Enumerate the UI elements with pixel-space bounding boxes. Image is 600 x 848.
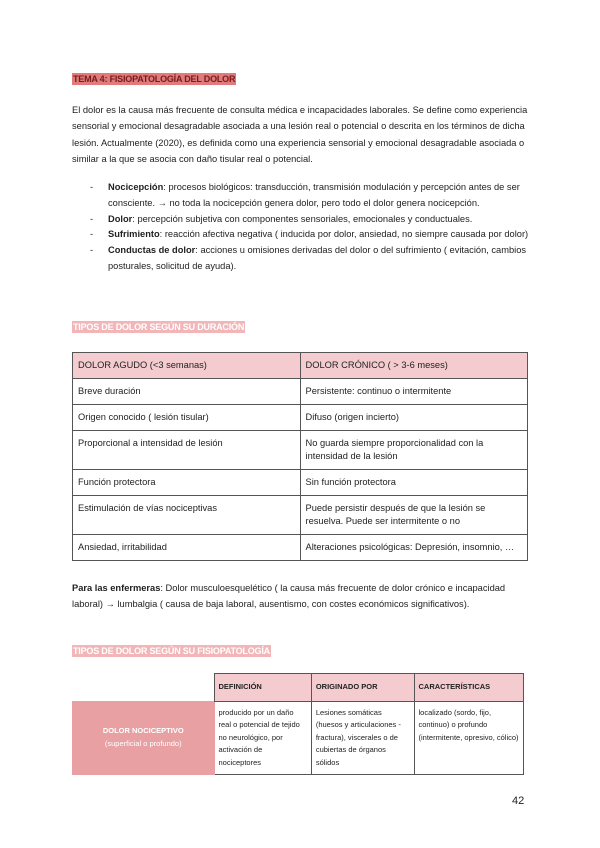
table-row [73,496,528,535]
text: : Dolor musculoesquelético ( la causa más frecuente de dolor crónico e incapacidad laboral) → lumbalgia ( causa de baja laboral, ausentismo, con costes económicos significativos). [72,583,506,610]
cell: Estimulación de vías nociceptivas [73,496,301,535]
table-header-row [73,353,528,379]
cell: Sin función protectora [300,470,528,496]
term: Nocicepción [108,182,164,192]
definition: : procesos biológicos: transducción, transmisión modulación y percepción antes de ser consciente. → no toda la nocicepción genera dolor, pero todo el dolor genera nocicepción. [108,182,520,208]
table-row [73,431,528,470]
empty-cell [73,674,215,702]
section-heading-duration: TIPOS DE DOLOR SEGÚN SU DURACIÓN [73,322,245,332]
row-subtitle: (superficial o profundo) [104,738,182,748]
cell: No guarda siempre proporcionalidad con la intensidad de la lesión [300,431,528,470]
table-row [73,535,528,561]
cell: Origen conocido ( lesión tisular) [73,405,301,431]
physiopathology-table [72,673,524,775]
row-header [73,701,215,775]
nurses-paragraph [72,580,532,613]
term: Sufrimiento [108,229,160,240]
intro-paragraph: El dolor es la causa más frecuente de consulta médica e incapacidades laborales. Se define como experiencia sensorial y emocional desagradable asociada a una lesión real o potencial o descrita en los términos de dicha lesión. Actualmente (2020), es definida como una experiencia sensorial y emocional desagradable asociada o similar a la que se asocia con daño tisular real o potencial. [72,105,528,164]
cell: producido por un daño real o potencial de tejido no neurológico, por activación de nociceptores [214,701,311,775]
section-heading-physiopathology: TIPOS DE DOLOR SEGÚN SU FISIOPATOLOGÍA [73,646,270,656]
cell: Alteraciones psicológicas: Depresión, insomnio, … [300,535,528,561]
cell: Breve duración [73,379,301,405]
row-title: DOLOR NOCICEPTIVO [102,726,184,736]
header-cell: DEFINICIÓN [214,674,311,702]
cell: Lesiones somáticas (huesos y articulaciones - fractura), viscerales o de cubiertas de órganos sólidos [311,701,414,775]
term: Conductas de dolor [108,245,196,256]
cell: Persistente: continuo o intermitente [300,379,528,405]
list-item: - Sufrimiento: reacción afectiva negativa ( inducida por dolor, ansiedad, no siempre causada por dolor) [90,229,529,240]
table-row [73,470,528,496]
cell: Difuso (origen incierto) [300,405,528,431]
definition: : reacción afectiva negativa ( inducida por dolor, ansiedad, no siempre causada por dolor) [159,229,529,240]
page-number: 42 [512,795,525,807]
definition: : percepción subjetiva con componentes sensoriales, emocionales y conductuales. [132,213,473,224]
definition: : acciones u omisiones derivadas del dolor o del sufrimiento ( evitación, cambios posturales, solicitud de ayuda). [108,245,527,271]
definitions-list [72,180,532,275]
page-title: TEMA 4: FISIOPATOLOGÍA DEL DOLOR [73,74,236,84]
duration-table [72,352,528,561]
cell: Ansiedad, irritabilidad [73,535,301,561]
header-cell: DOLOR AGUDO (<3 semanas) [73,353,301,379]
table-row [73,405,528,431]
cell: Función protectora [73,470,301,496]
list-item: - Dolor: percepción subjetiva con componentes sensoriales, emocionales y conductuales. [90,213,473,224]
table-row [73,379,528,405]
cell: localizado (sordo, fijo, continuo) o profundo (intermitente, opresivo, cólico) [414,701,523,775]
cell: Puede persistir después de que la lesión se resuelva. Puede ser intermitente o no [300,496,528,535]
table-row [73,701,524,775]
header-cell: CARACTERÍSTICAS [414,674,523,702]
header-cell: DOLOR CRÓNICO ( > 3-6 meses) [300,353,528,379]
table-header-row [73,674,524,702]
cell: Proporcional a intensidad de lesión [73,431,301,470]
term: Para las enfermeras [72,583,161,593]
list-item: - Nocicepción: procesos biológicos: transducción, transmisión modulación y percepción antes de ser consciente. → no toda la nocicepción genera dolor, pero todo el dolor genera nocicepción. [90,182,520,208]
list-item: - Conductas de dolor: acciones u omisiones derivadas del dolor o del sufrimiento ( evitación, cambios posturales, solicitud de ayuda). [90,245,527,271]
header-cell: ORIGINADO POR [311,674,414,702]
term: Dolor [108,213,133,224]
